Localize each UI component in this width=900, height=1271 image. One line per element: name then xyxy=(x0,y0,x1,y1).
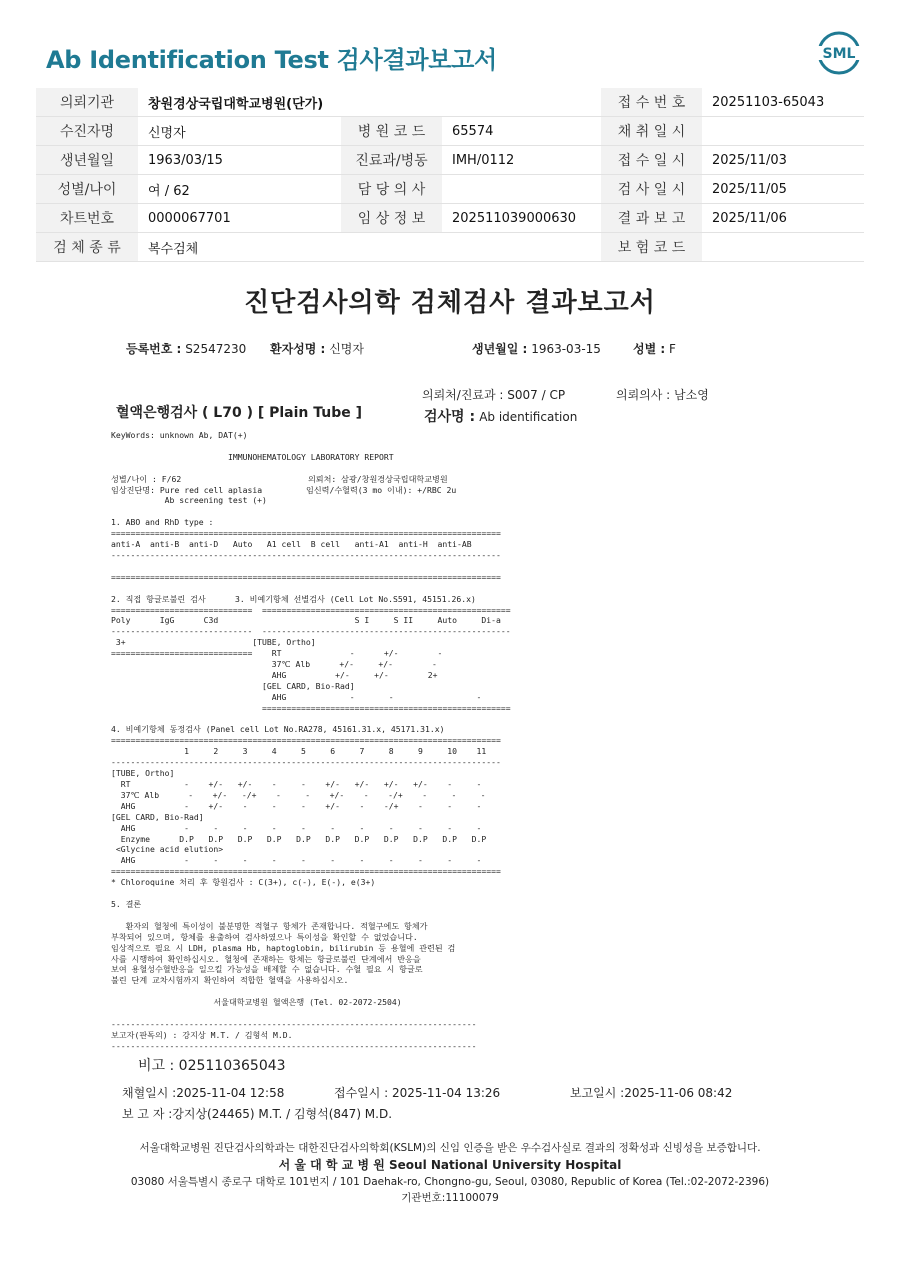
label-receipt-time: 접 수 일 시 xyxy=(601,146,702,175)
label-insurance-code: 보 험 코 드 xyxy=(601,233,702,262)
value-patient-name: 신명자 xyxy=(138,117,341,146)
report-body: KeyWords: unknown Ab, DAT(+) IMMUNOHEMATOLOGY LABORATORY REPORT 성별/나이 : F/62 의뢰처: 삼광/창원경상국립대학교병원 임상진단명: Pure red cell aplasia 임신력/수혈력(3 mo 이내): +/RBC 2u Ab screening test (+) 1. ABO and RhD type : ================================================================================ anti-A anti-B anti-D Auto A1 cell B cell anti-A1 anti-H anti-AB -------------------------------------------------------------------------------- ================================================================================ 2. 직접 항글로불린 검사 3. 비예기항체 선별검사 (Cell Lot No.S591, 45151.26.x) ============================= =================================================== Poly IgG C3d S I S II Auto Di-a ----------------------------- --------------------------------------------------- 3+ [TUBE, Ortho] ============================= RT - +/- - 37℃ Alb +/- +/- - AHG +/- +/- 2+ [GEL CARD, Bio-Rad] AHG - - - =================================================== 4. 비예기항체 동정검사 (Panel cell Lot No.RA278, 45161.31.x, 45171.31.x) ================================================================================ 1 2 3 4 5 6 7 8 9 10 11 -------------------------------------------------------------------------------- [TUBE, Ortho] RT - +/- +/- - - +/- +/- +/- +/- - - 37℃ Alb - +/- -/+ - - +/- - -/+ - - - AHG - +/- - - - +/- - -/+ - - - [GEL CARD, Bio-Rad] AHG - - - - - - - - - - - Enzyme D.P D.P D.P D.P D.P D.P D.P D.P D.P D.P D.P <Glycine acid elution> AHG - - - - - - - - - - - ================================================================================ * Chloroquine 처리 후 항원검사 : C(3+), c(-), E(-), e(3+) 5. 결론 환자의 혈청에 특이성이 불분명한 적혈구 항체가 존재합니다. 적혈구에도 항체가 부착되어 있으며, 항체를 용출하여 검사하였으나 특이성을 확인할 수 없었습니다. 임상적으로 필요 시 LDH, plasma Hb, haptoglobin, bilirubin 등 용혈에 관련된 검 사를 시행하여 확인하십시오. 혈청에 존재하는 항체는 항글로불린 단계에서 반응을 보여 용혈성수혈반응을 일으킬 가능성을 배제할 수 없습니다. 수혈 필요 시 항글로 불린 단계 교차시험까지 확인하여 적합한 혈액을 사용하십시오. 서울대학교병원 혈액은행 (Tel. 02-2072-2504) --------------------------------------------------------------------------- 보고자(판독의) : 강지상 M.T. / 김형석 M.D. --------------------------------------------------------------------------- xyxy=(111,430,511,1051)
birthdate-value: 1963-03-15 xyxy=(531,342,601,356)
label-clinical-info: 임 상 정 보 xyxy=(341,204,442,233)
test-name xyxy=(424,406,577,426)
value-doctor xyxy=(442,175,601,204)
collection-time: 채혈일시 :2025-11-04 12:58 xyxy=(122,1086,285,1100)
reporter: 보 고 자 :강지상(24465) M.T. / 김형석(847) M.D. xyxy=(122,1107,393,1121)
info-row xyxy=(36,88,864,117)
info-row xyxy=(36,175,864,204)
info-row xyxy=(36,233,864,262)
label-hospital-code: 병 원 코 드 xyxy=(341,117,442,146)
logo-text: SML xyxy=(822,46,856,62)
info-row xyxy=(36,204,864,233)
registration-no-label: 등록번호 : xyxy=(126,342,182,356)
patient-name-label: 환자성명 : xyxy=(270,342,326,356)
info-row xyxy=(36,146,864,175)
hospital-name: 서 울 대 학 교 병 원 Seoul National University Hospital xyxy=(278,1158,622,1172)
value-result-report: 2025/11/06 xyxy=(702,204,864,233)
value-receipt-no: 20251103-65043 xyxy=(702,88,864,117)
certification-note: 서울대학교병원 진단검사의학과는 대한진단검사의학회(KSLM)의 신임 인증을 받은 우수검사실로 결과의 정확성과 신빙성을 보증합니다. xyxy=(139,1142,761,1154)
sex-label: 성별 : xyxy=(633,342,666,356)
label-test-time: 검 사 일 시 xyxy=(601,175,702,204)
dept-info: 의뢰처/진료과 : S007 / CP xyxy=(422,388,566,402)
label-chart-no: 차트번호 xyxy=(36,204,138,233)
value-hospital-code: 65574 xyxy=(442,117,601,146)
label-collection-time: 채 취 일 시 xyxy=(601,117,702,146)
value-clinical-info: 202511039000630 xyxy=(442,204,601,233)
patient-name xyxy=(270,340,364,357)
label-department: 진료과/병동 xyxy=(341,146,442,175)
note-label: 비고 : xyxy=(138,1058,175,1074)
patient-name-value: 신명자 xyxy=(329,342,364,356)
value-department: IMH/0112 xyxy=(442,146,601,175)
label-patient-name: 수진자명 xyxy=(36,117,138,146)
value-insurance-code xyxy=(702,233,864,262)
value-collection-time xyxy=(702,117,864,146)
note-value: 025110365043 xyxy=(178,1058,286,1074)
report-time: 보고일시 :2025-11-06 08:42 xyxy=(570,1086,733,1100)
document-title: 진단검사의학 검체검사 결과보고서 xyxy=(244,288,656,318)
label-specimen-type: 검 체 종 류 xyxy=(36,233,138,262)
patient-info-table xyxy=(36,88,864,262)
value-birthdate: 1963/03/15 xyxy=(138,146,341,175)
test-name-label: 검사명 : xyxy=(424,409,476,425)
section-title: 혈액은행검사 ( L70 ) [ Plain Tube ] xyxy=(116,405,363,421)
sex-value: F xyxy=(669,342,676,356)
label-sex-age: 성별/나이 xyxy=(36,175,138,204)
receipt-time: 접수일시 : 2025-11-04 13:26 xyxy=(334,1086,501,1100)
label-birthdate: 생년월일 xyxy=(36,146,138,175)
label-doctor: 담 당 의 사 xyxy=(341,175,442,204)
report-title: Ab Identification Test 검사결과보고서 xyxy=(46,46,497,74)
sex xyxy=(633,340,676,357)
sml-logo xyxy=(816,30,862,76)
info-row xyxy=(36,117,864,146)
value-specimen-type: 복수검체 xyxy=(138,233,601,262)
institution-number: 기관번호:11100079 xyxy=(401,1192,499,1204)
label-receipt-no: 접 수 번 호 xyxy=(601,88,702,117)
value-chart-no: 0000067701 xyxy=(138,204,341,233)
referring-doctor: 의뢰의사 : 남소영 xyxy=(616,388,709,402)
label-result-report: 결 과 보 고 xyxy=(601,204,702,233)
value-receipt-time: 2025/11/03 xyxy=(702,146,864,175)
hospital-address: 03080 서울특별시 종로구 대학로 101번지 / 101 Daehak-ro, Chongno-gu, Seoul, 03080, Republic of Korea (Tel.:02-2072-2396) xyxy=(130,1176,770,1188)
value-sex-age: 여 / 62 xyxy=(138,175,341,204)
value-requester: 창원경상국립대학교병원(단가) xyxy=(138,88,601,117)
registration-no-value: S2547230 xyxy=(185,342,247,356)
birthdate-label: 생년월일 : xyxy=(472,342,528,356)
label-requester: 의뢰기관 xyxy=(36,88,138,117)
registration-no xyxy=(126,340,246,357)
note xyxy=(138,1055,286,1075)
value-test-time: 2025/11/05 xyxy=(702,175,864,204)
test-name-value: Ab identification xyxy=(479,410,578,424)
birthdate xyxy=(472,340,601,357)
